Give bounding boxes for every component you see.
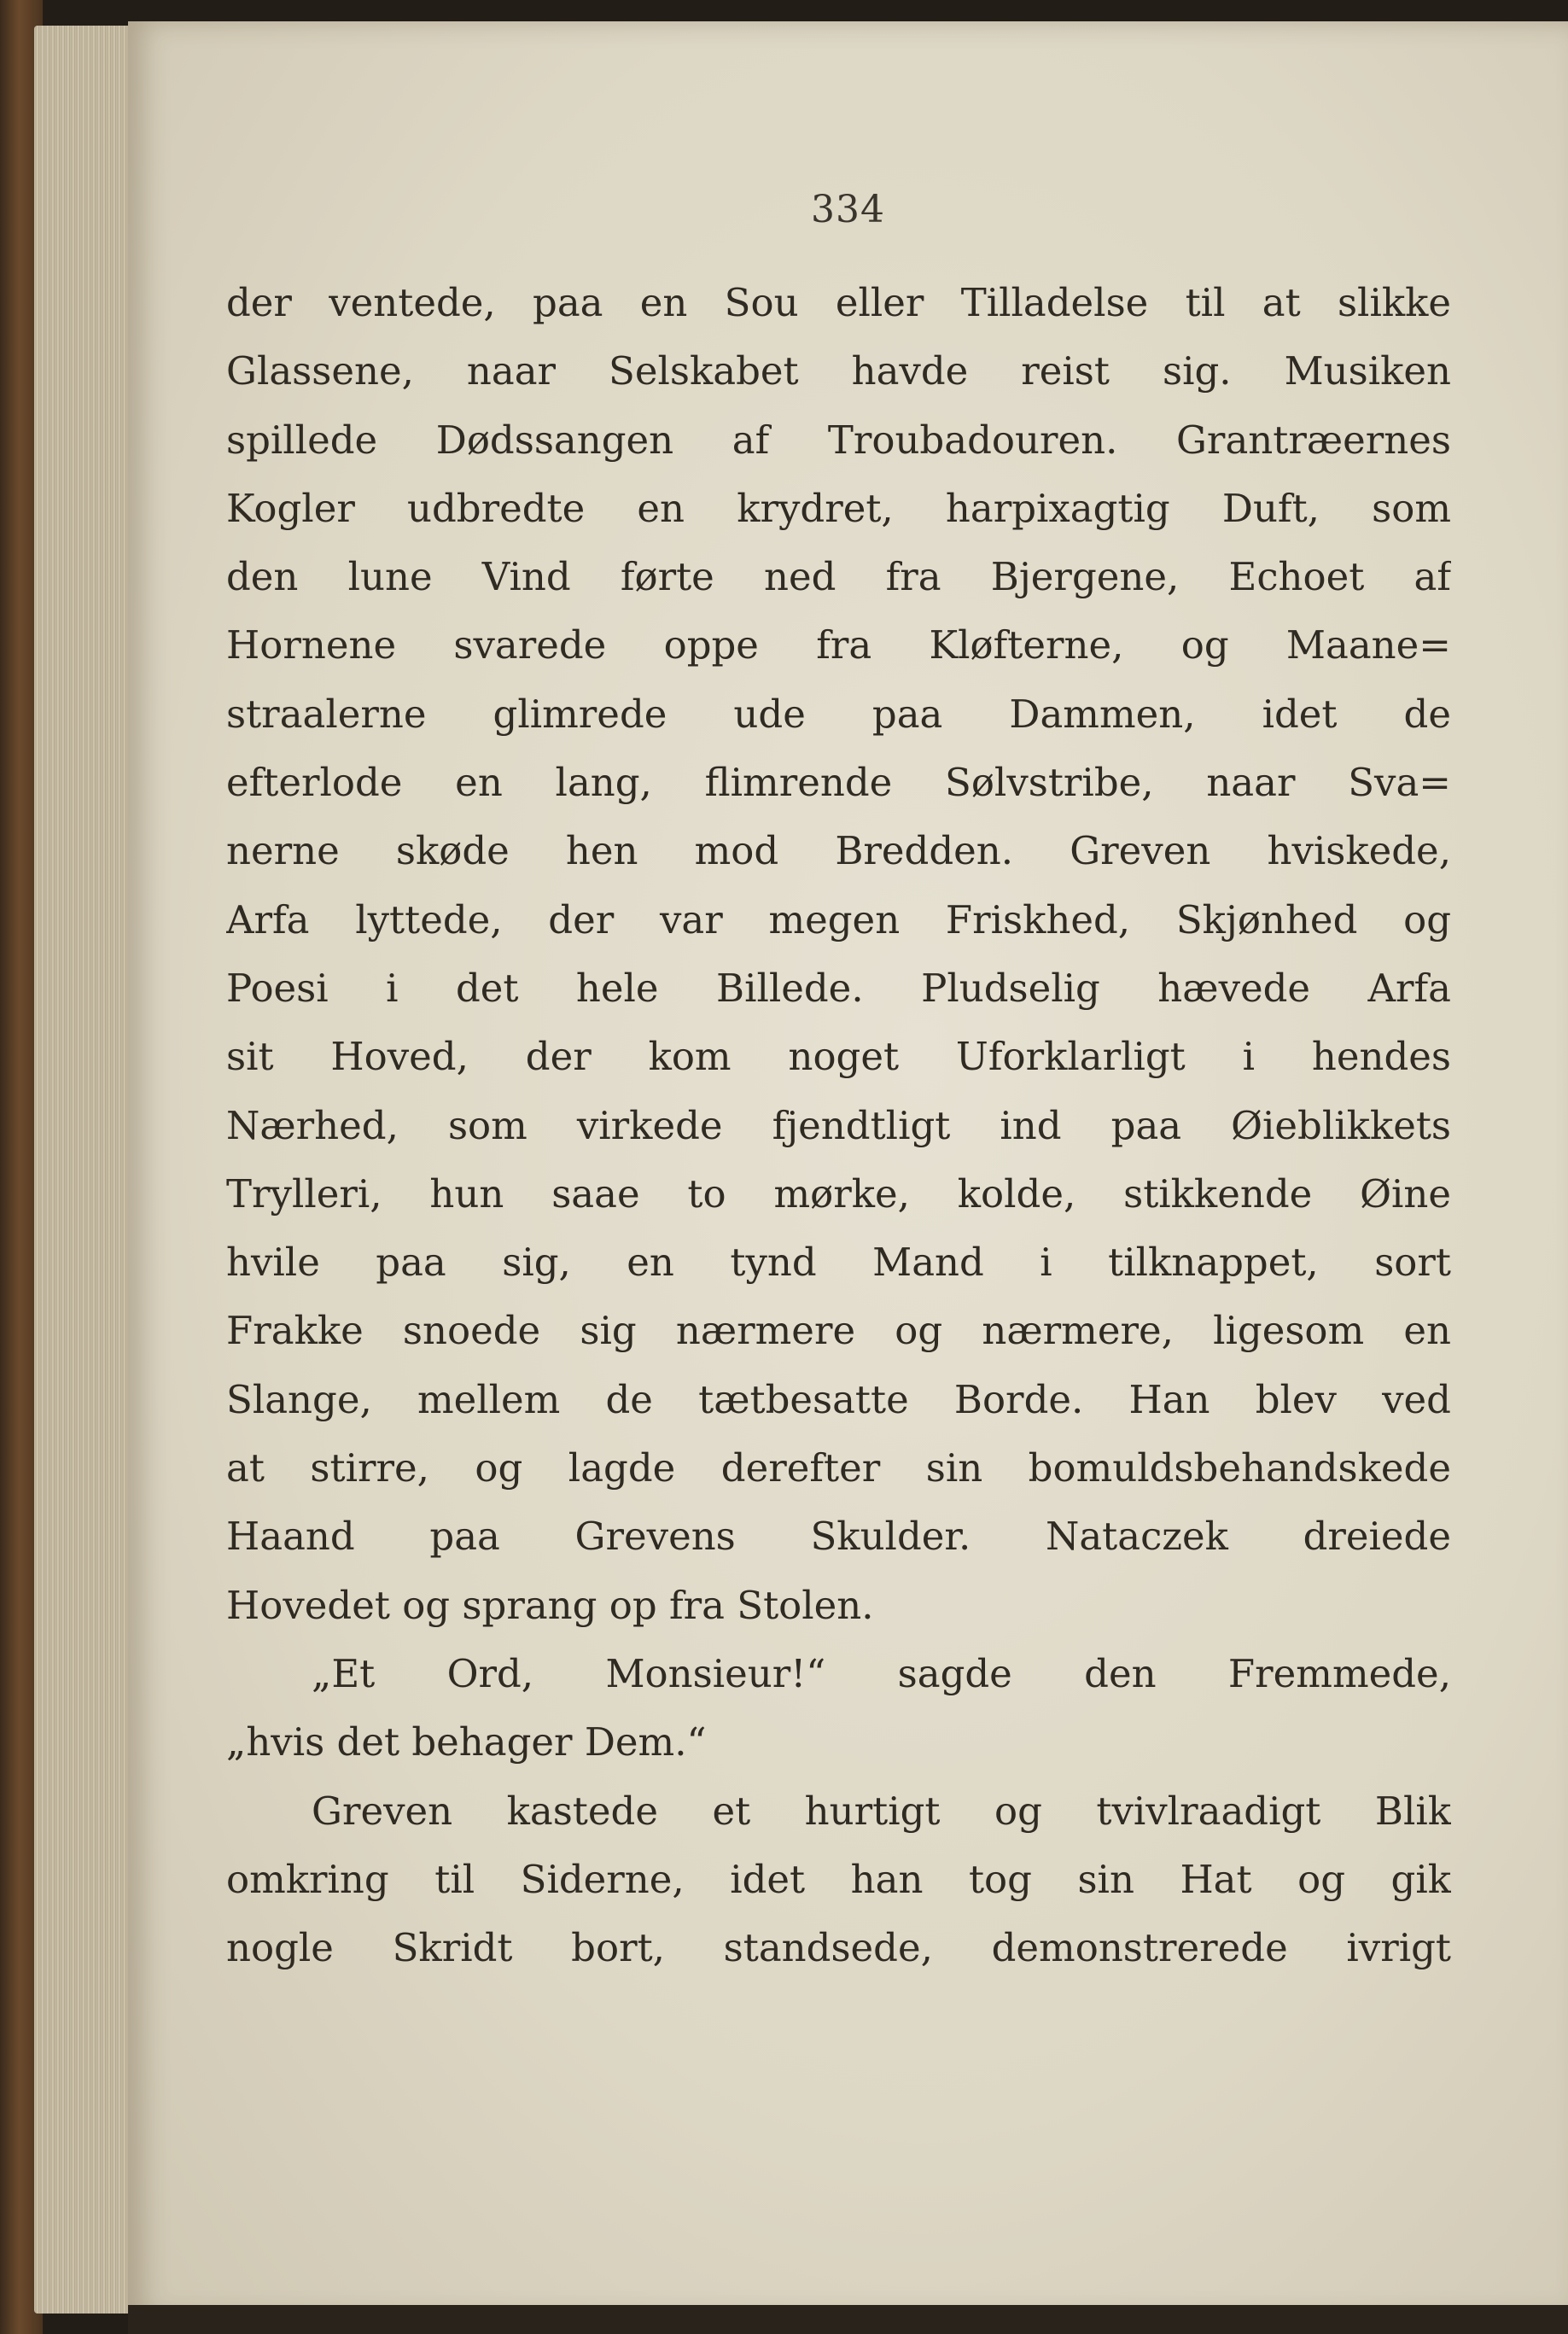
text-line: der ventede, paa en Sou eller Tilladelse til at slikke: [226, 280, 1451, 325]
text-line: Hovedet og sprang op fra Stolen.: [226, 1582, 874, 1628]
text-line: Slange, mellem de tætbesatte Borde. Han blev ved: [226, 1376, 1451, 1422]
page-bottom-edge: [128, 2305, 1568, 2334]
text-line: hvile paa sig, en tynd Mand i tilknappet, sort: [226, 1240, 1451, 1286]
text-line: den lune Vind førte ned fra Bjergene, Echoet af: [226, 554, 1451, 600]
text-line: Hornene svarede oppe fra Kløfterne, og Maane=: [226, 622, 1451, 668]
text-line: Greven kastede et hurtigt og tvivlraadigt Blik: [312, 1788, 1451, 1834]
body-text: [226, 269, 1451, 1982]
text-line: nerne skøde hen mod Bredden. Greven hviskede,: [226, 828, 1451, 874]
text-line: sit Hoved, der kom noget Uforklarligt i hendes: [226, 1034, 1451, 1080]
page-stack-edge: [34, 26, 137, 2314]
text-line: Haand paa Grevens Skulder. Nataczek dreiede: [226, 1514, 1451, 1560]
text-line: at stirre, og lagde derefter sin bomuldsbehandskede: [226, 1445, 1451, 1491]
text-line: straalerne glimrede ude paa Dammen, idet de: [226, 691, 1451, 737]
text-line: efterlode en lang, flimrende Sølvstribe, naar Sva=: [226, 760, 1451, 806]
text-line: Glassene, naar Selskabet havde reist sig. Musiken: [226, 348, 1451, 394]
text-line: Poesi i det hele Billede. Pludselig hævede Arfa: [226, 965, 1451, 1011]
text-line: „Et Ord, Monsieur!“ sagde den Fremmede,: [312, 1650, 1451, 1696]
text-line: nogle Skridt bort, standsede, demonstrerede ivrigt: [226, 1925, 1451, 1971]
text-line: spillede Dødssangen af Troubadouren. Grantræernes: [226, 417, 1451, 463]
text-line: omkring til Siderne, idet han tog sin Hat og gik: [226, 1856, 1451, 1902]
text-line: Arfa lyttede, der var megen Friskhed, Skjønhed og: [226, 896, 1451, 942]
text-line: Kogler udbredte en krydret, harpixagtig Duft, som: [226, 485, 1451, 531]
text-line: Nærhed, som virkede fjendtligt ind paa Øieblikkets: [226, 1102, 1451, 1148]
text-line: Trylleri, hun saae to mørke, kolde, stikkende Øine: [226, 1170, 1451, 1217]
page-number: 334: [811, 188, 885, 231]
text-line: „hvis det behager Dem.“: [226, 1719, 707, 1765]
text-line: Frakke snoede sig nærmere og nærmere, ligesom en: [226, 1308, 1451, 1354]
